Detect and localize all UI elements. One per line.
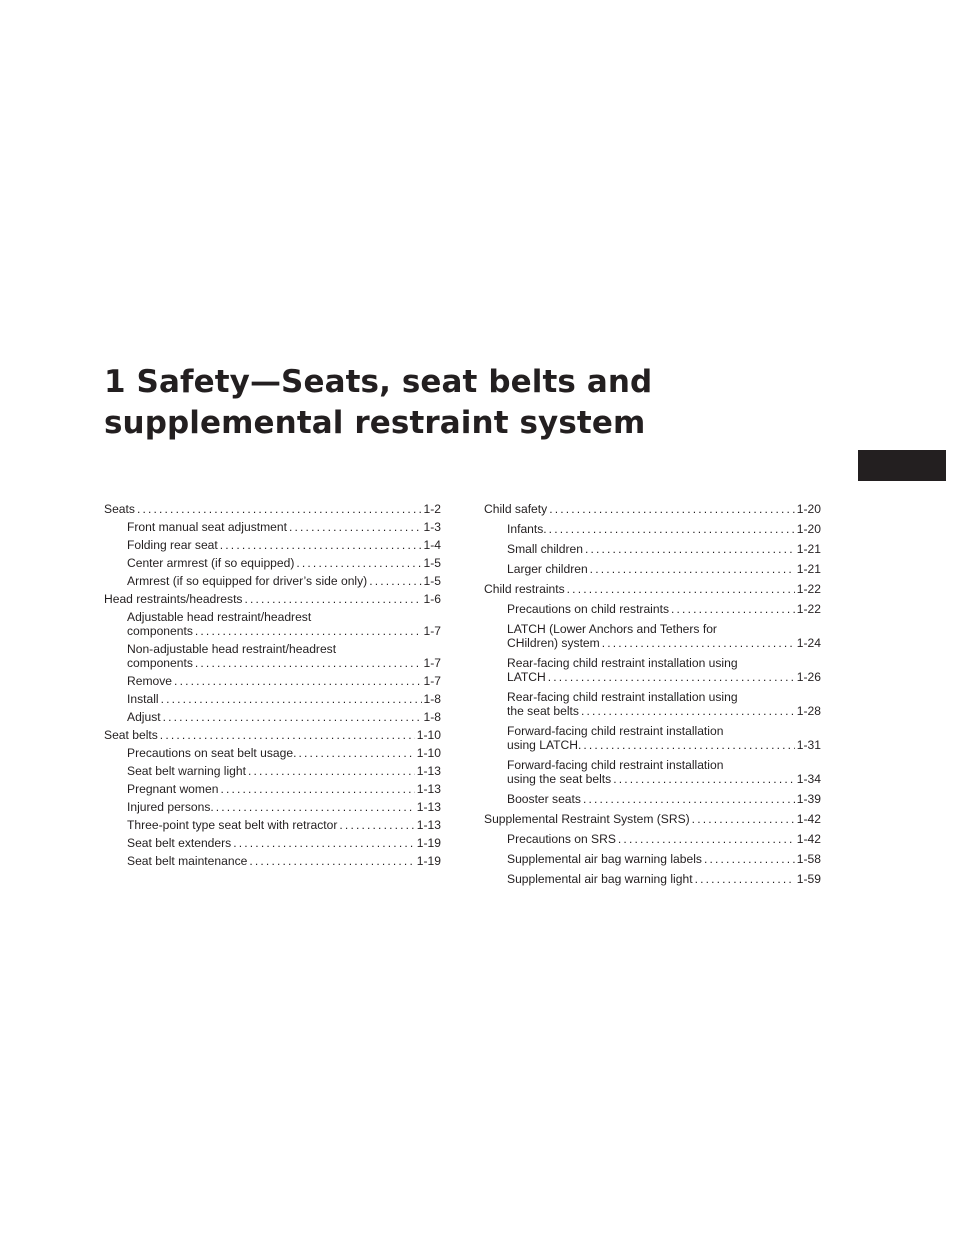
toc-entry-label: Precautions on SRS: [507, 832, 616, 846]
toc-leader-dots: [220, 782, 414, 796]
toc-page-number: 1-13: [416, 782, 441, 796]
toc-entry-label: Supplemental air bag warning light: [507, 872, 693, 886]
toc-entry-wrap-line: Non-adjustable head restraint/headrest: [127, 642, 337, 656]
toc-page-number: 1-3: [423, 520, 441, 534]
toc-page-number: 1-8: [423, 692, 441, 706]
toc-page-number: 1-13: [416, 818, 441, 832]
toc-leader-dots: [163, 710, 422, 724]
toc-entry-label: Child restraints: [484, 582, 565, 596]
toc-entry[interactable]: [104, 502, 441, 516]
toc-entry-wrap-line: Adjustable head restraint/headrest: [127, 610, 312, 624]
toc-entry-label: Small children: [507, 542, 583, 556]
toc-leader-dots: [567, 582, 795, 596]
toc-subentry[interactable]: [484, 772, 821, 786]
toc-page-number: 1-20: [796, 502, 821, 516]
toc-leader-dots: [618, 832, 795, 846]
toc-subentry[interactable]: [104, 674, 441, 688]
toc-page-number: 1-22: [796, 602, 821, 616]
toc-leader-dots: [585, 542, 795, 556]
toc-subentry[interactable]: [104, 836, 441, 850]
chapter-title-line-2: supplemental restraint system: [104, 405, 646, 441]
toc-entry-label: Seat belts: [104, 728, 158, 742]
toc-subentry[interactable]: [104, 692, 441, 706]
toc-page-number: 1-31: [796, 738, 821, 752]
toc-page-number: 1-7: [423, 674, 441, 688]
toc-entry-label: Child safety: [484, 502, 548, 516]
toc-entry-label: Center armrest (if so equipped): [127, 556, 295, 570]
toc-entry-label: Seats: [104, 502, 135, 516]
toc-leader-dots: [613, 772, 795, 786]
toc-leader-dots: [161, 692, 422, 706]
toc-entry-label: Supplemental Restraint System (SRS): [484, 812, 690, 826]
toc-page-number: 1-4: [423, 538, 441, 552]
toc-page-number: 1-10: [416, 728, 441, 742]
toc-leader-dots: [195, 624, 422, 638]
toc-leader-dots: [548, 670, 795, 684]
toc-page-number: 1-24: [796, 636, 821, 650]
toc-entry-label: Booster seats: [507, 792, 581, 806]
toc-subentry[interactable]: [484, 562, 821, 576]
toc-subentry[interactable]: [104, 574, 441, 588]
toc-leader-dots: [216, 800, 415, 814]
toc-subentry[interactable]: [484, 832, 821, 846]
toc-entry-label: Install: [127, 692, 159, 706]
toc-entry[interactable]: [484, 812, 821, 826]
toc-page-number: 1-42: [796, 812, 821, 826]
toc-page-number: 1-28: [796, 704, 821, 718]
toc-page-number: 1-5: [423, 574, 441, 588]
toc-entry-label: Seat belt warning light: [127, 764, 246, 778]
toc-subentry[interactable]: [104, 520, 441, 534]
toc-page-number: 1-13: [416, 764, 441, 778]
toc-page-number: 1-21: [796, 542, 821, 556]
toc-leader-dots: [704, 852, 795, 866]
toc-leader-dots: [220, 538, 422, 552]
toc-entry-label: Infants.: [507, 522, 547, 536]
toc-leader-dots: [549, 502, 795, 516]
toc-subentry[interactable]: [484, 872, 821, 886]
toc-leader-dots: [289, 520, 422, 534]
toc-entry[interactable]: [104, 592, 441, 606]
toc-entry-label: the seat belts: [507, 704, 579, 718]
toc-entry-label: Larger children: [507, 562, 588, 576]
toc-page-number: 1-10: [416, 746, 441, 760]
toc-right-column: [484, 502, 821, 892]
toc-leader-dots: [195, 656, 422, 670]
toc-subentry[interactable]: [104, 800, 441, 814]
toc-entry-label: Supplemental air bag warning labels: [507, 852, 702, 866]
toc-subentry[interactable]: [484, 670, 821, 684]
toc-leader-dots: [671, 602, 795, 616]
toc-page-number: 1-34: [796, 772, 821, 786]
toc-subentry[interactable]: [104, 782, 441, 796]
toc-entry-label: using the seat belts: [507, 772, 612, 786]
toc-leader-dots: [369, 574, 421, 588]
toc-page-number: 1-8: [423, 710, 441, 724]
toc-leader-dots: [581, 704, 795, 718]
toc-entry-wrap-line: Rear-facing child restraint installation using: [507, 656, 738, 670]
toc-entry-wrap-line: Rear-facing child restraint installation using: [507, 690, 738, 704]
toc-entry-wrap-line: Forward-facing child restraint installation: [507, 758, 724, 772]
toc-leader-dots: [298, 746, 414, 760]
toc-entry-wrap-line: Forward-facing child restraint installation: [507, 724, 724, 738]
toc-entry-label: Head restraints/headrests: [104, 592, 243, 606]
toc-leader-dots: [296, 556, 421, 570]
toc-page-number: 1-19: [416, 854, 441, 868]
toc-entry-label: Injured persons.: [127, 800, 214, 814]
toc-subentry[interactable]: [484, 602, 821, 616]
toc-entry[interactable]: [484, 582, 821, 596]
toc-entry-label: Front manual seat adjustment: [127, 520, 287, 534]
toc-subentry[interactable]: [484, 852, 821, 866]
toc-subentry[interactable]: [104, 556, 441, 570]
toc-subentry[interactable]: [104, 746, 441, 760]
toc-page-number: 1-42: [796, 832, 821, 846]
toc-entry-label: CHildren) system: [507, 636, 600, 650]
toc-entry-label: LATCH: [507, 670, 546, 684]
toc-page-number: 1-7: [423, 656, 441, 670]
toc-subentry[interactable]: [484, 522, 821, 536]
toc-page-number: 1-39: [796, 792, 821, 806]
toc-subentry[interactable]: [104, 538, 441, 552]
toc-entry[interactable]: [484, 502, 821, 516]
toc-subentry[interactable]: [104, 764, 441, 778]
toc-entry-label: Precautions on child restraints: [507, 602, 670, 616]
toc-left-column: [104, 502, 441, 872]
toc-leader-dots: [339, 818, 414, 832]
toc-subentry[interactable]: [484, 704, 821, 718]
toc-leader-dots: [137, 502, 422, 516]
toc-subentry[interactable]: [104, 624, 441, 638]
toc-page-number: 1-5: [423, 556, 441, 570]
toc-leader-dots: [244, 592, 421, 606]
toc-entry-label: Seat belt extenders: [127, 836, 232, 850]
toc-page-number: 1-19: [416, 836, 441, 850]
toc-leader-dots: [248, 764, 415, 778]
toc-entry-label: Remove: [127, 674, 173, 688]
chapter-title: [104, 362, 652, 444]
toc-subentry[interactable]: [484, 738, 821, 752]
toc-page-number: 1-26: [796, 670, 821, 684]
toc-page-number: 1-58: [796, 852, 821, 866]
toc-page-number: 1-6: [423, 592, 441, 606]
toc-leader-dots: [160, 728, 415, 742]
toc-entry-label: components: [127, 656, 193, 670]
toc-page-number: 1-13: [416, 800, 441, 814]
toc-page-number: 1-20: [796, 522, 821, 536]
toc-entry-label: Seat belt maintenance: [127, 854, 248, 868]
toc-subentry[interactable]: [104, 854, 441, 868]
toc-entry-label: Armrest (if so equipped for driver’s side only): [127, 574, 368, 588]
toc-leader-dots: [249, 854, 414, 868]
toc-entry[interactable]: [104, 728, 441, 742]
toc-entry-wrap-line: LATCH (Lower Anchors and Tethers for: [507, 622, 717, 636]
toc-subentry[interactable]: [484, 792, 821, 806]
chapter-title-line-1: 1 Safety—Seats, seat belts and: [104, 364, 653, 400]
chapter-tab-marker: [858, 450, 946, 481]
toc-leader-dots: [695, 872, 795, 886]
toc-subentry[interactable]: [484, 542, 821, 556]
toc-subentry[interactable]: [104, 710, 441, 724]
toc-page-number: 1-7: [423, 624, 441, 638]
toc-leader-dots: [692, 812, 795, 826]
toc-leader-dots: [174, 674, 421, 688]
toc-entry-label: Folding rear seat: [127, 538, 218, 552]
toc-leader-dots: [233, 836, 415, 850]
toc-subentry[interactable]: [104, 818, 441, 832]
toc-subentry[interactable]: [104, 656, 441, 670]
toc-entry-label: Pregnant women: [127, 782, 219, 796]
toc-page-number: 1-21: [796, 562, 821, 576]
toc-subentry[interactable]: [484, 636, 821, 650]
toc-entry-label: Adjust: [127, 710, 161, 724]
toc-entry-label: Three-point type seat belt with retractor: [127, 818, 338, 832]
toc-leader-dots: [602, 636, 795, 650]
toc-page-number: 1-59: [796, 872, 821, 886]
toc-page-number: 1-22: [796, 582, 821, 596]
toc-entry-label: components: [127, 624, 193, 638]
toc-entry-label: using LATCH.: [507, 738, 582, 752]
toc-entry-label: Precautions on seat belt usage.: [127, 746, 297, 760]
toc-leader-dots: [590, 562, 795, 576]
toc-leader-dots: [549, 522, 795, 536]
toc-leader-dots: [583, 792, 795, 806]
toc-leader-dots: [583, 738, 794, 752]
toc-page-number: 1-2: [423, 502, 441, 516]
